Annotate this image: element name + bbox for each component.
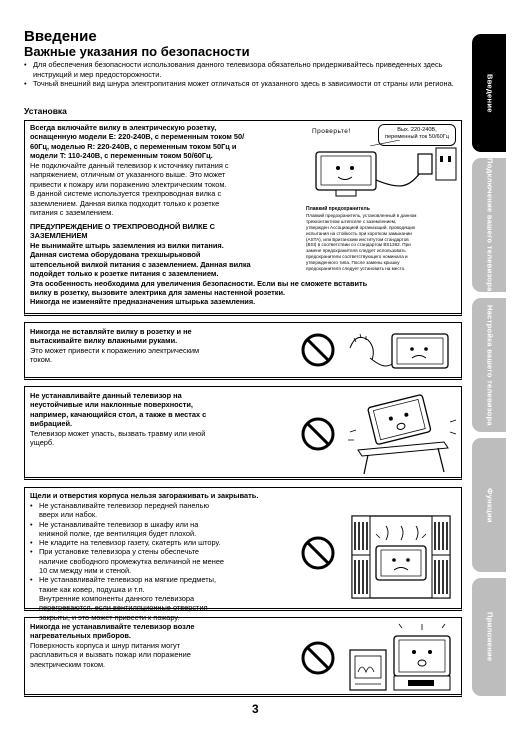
page-title: Введение (24, 28, 97, 45)
list-item: • Не устанавливайте телевизор передней панелью вверх или набок. (30, 501, 210, 520)
fuse-caption: Плавкий предохранитель Плавкий предохранитель, установленный в данном трехконтактном штепселе с заземлением, утвержден Ассоциацией организаций, проводящих испытания на стойкость при коротком замыкании (ASTA), или Британским институтом стандартов (BSI) в соответствии со стандартом BS1362. При замене предохранителя следует использовать предохранители соответствующего номинала и утвержденного типа. После замены крышку предохранителя следует установить на место. (306, 206, 417, 272)
prohibited-icon (300, 416, 336, 452)
page-subtitle: Важные указания по безопасности (24, 44, 250, 59)
wet-hands-illustration (346, 328, 456, 376)
three-pin-warning-body: Не вынимайте штырь заземления из вилки питания. Данная система оборудована трехшырьковой штепсельной вилкой питания с заземлением. Данная вилка подойдет только к розетке питания с заземлением. Эта особенность необходима для увеличения безопасности. Если вы не сможете вставить вилку в розетку, вызовите электрика для замены настенной розетки. Никогда не изменяйте предназначения штырька заземления. (30, 241, 368, 307)
tab-appendix[interactable]: Приложение (472, 578, 506, 696)
prohibited-icon (300, 332, 336, 368)
wet-hands-text: Никогда не вставляйте вилку в розетку и не вытаскивайте вилку влажными руками. Это может привести к поражению электрическим током. (30, 327, 200, 365)
prohibited-icon (300, 640, 336, 676)
tab-connecting-tv[interactable]: Подключение вашего телевизора (472, 158, 506, 292)
page-number: 3 (252, 702, 259, 716)
ventilation-heading: Щели и отверстия корпуса нельзя загораживать и закрывать. (30, 491, 259, 500)
tab-features[interactable]: Функции (472, 438, 506, 572)
voltage-callout: Вых. 220-240В, переменный ток 50/60Гц (378, 124, 456, 146)
tab-introduction[interactable]: Введение (472, 34, 506, 152)
section-heading: Установка (24, 106, 67, 116)
heater-text: Никогда не устанавливайте телевизор возле нагревательных приборов. Поверхность корпуса и шнур питания могут расплавиться и вызвать пожар или поражение электрическим током. (30, 622, 195, 669)
intro-item: • Для обеспечения безопасности использования данного телевизора обязательно придерживайтесь приведенных здесь инструкций и мер предосторожности. (24, 60, 443, 79)
list-item: • Не кладите на телевизор газету, скатерть или штору. (30, 538, 221, 548)
bookshelf-tv-illustration (346, 510, 456, 602)
power-supply-body: Не подключайте данный телевизор к источнику питания с напряжением, отличным от указанного выше. Это может привести к пожару или поражению электрическим током. В данной системе используется трехпроводная вилка с заземлением. Данная вилка подходит только к розетке питания с заземлением. (30, 161, 229, 218)
tipping-tv-illustration (344, 392, 458, 476)
intro-item: • Точный внешний вид шнура электропитания может отличаться от указанного здесь в зависимости от страны или региона. (24, 79, 454, 89)
list-item: • Не устанавливайте телевизор в шкафу или на книжной полке, где вентиляция будет плохой. (30, 519, 199, 538)
unstable-surface-text: Не устанавливайте данный телевизор на неустойчивые или наклонные поверхности, например, качающийся стол, а также в местах с вибрацией. Телевизор может упасть, вызвать травму или иной ущерб. (30, 391, 207, 448)
list-item: • При установке телевизора у стены обеспечьте наличие свободного промежутка величиной не менее 10 см между ним и стеной. (30, 547, 225, 576)
tab-setting-up-tv[interactable]: Настройка вашего телевизора (472, 298, 506, 432)
check-label: Проверьте! (312, 128, 351, 135)
intro-list (24, 60, 464, 89)
ventilation-list (30, 501, 292, 622)
power-supply-lines: Всегда включайте вилку в электрическую розетку, оснащенную модели E: 220-240В, с переменным током 50/ 60Гц, моделью R: 220-240В, с переменным током 50Гц и модели T: 110-240В, с переменным током 50/60Гц. (30, 123, 245, 161)
heater-tv-illustration (346, 622, 456, 694)
three-pin-warning-heading: ПРЕДУПРЕЖДЕНИЕ О ТРЕХПРОВОДНОЙ ВИЛКЕ С ЗАЗЕМЛЕНИЕМ (30, 222, 215, 241)
prohibited-icon (300, 535, 336, 571)
list-item: • Не устанавливайте телевизор на мягкие предметы, такие как ковер, подушка и т.п. Внутренние компоненты данного телевизора перегреваются, если вентиляционные отверстия закрыты, и это может привести к пожару. (30, 575, 216, 622)
tv-plug-illustration (310, 140, 460, 204)
